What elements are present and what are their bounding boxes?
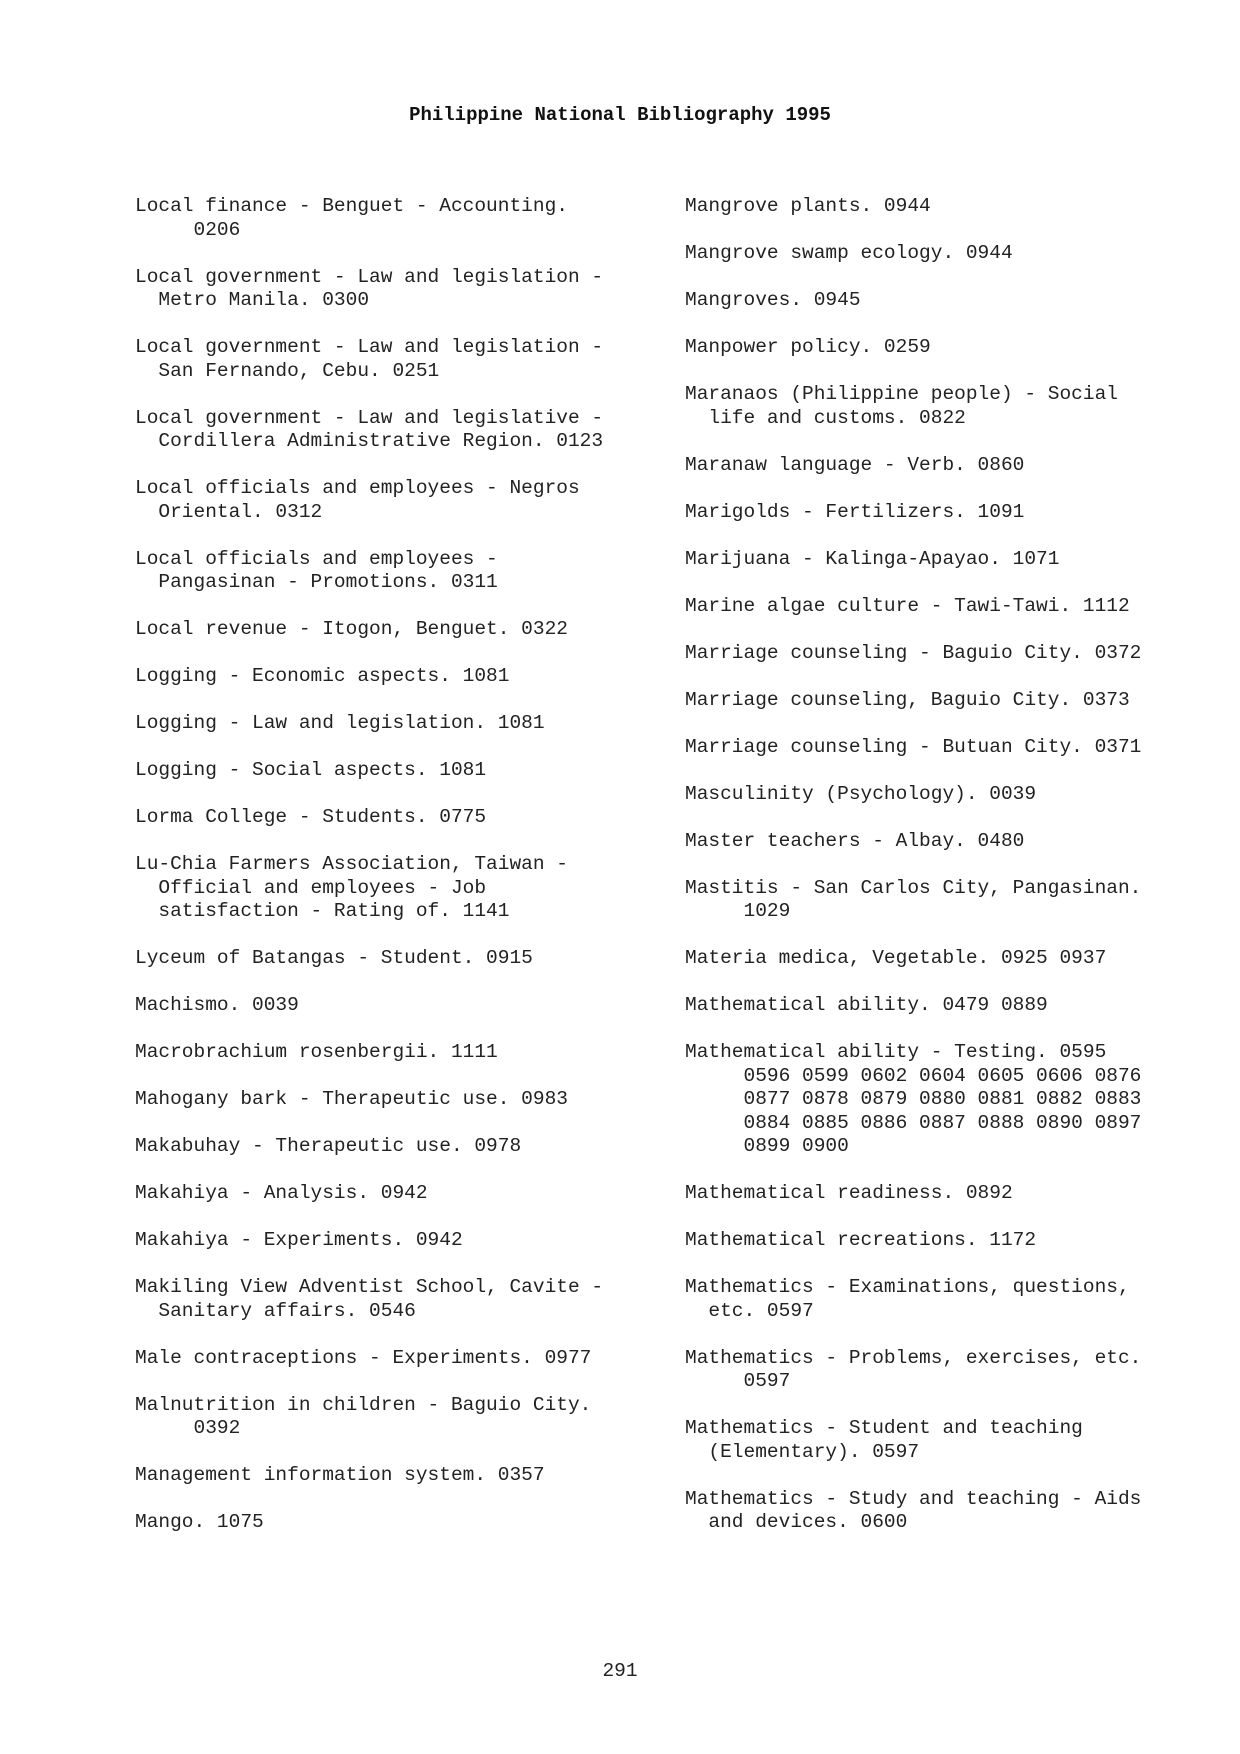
index-entry: Mangroves. 0945	[685, 289, 861, 311]
index-entry: Mathematics - Problems, exercises, etc. 0597	[685, 1346, 1142, 1392]
index-entry: Mangrove plants. 0944	[685, 195, 931, 217]
index-entry: Masculinity (Psychology). 0039	[685, 782, 1037, 805]
index-entry: Marigolds - Fertilizers. 1091	[685, 500, 1025, 523]
index-entry: Management information system. 0357	[135, 1464, 545, 1486]
index-column-right	[685, 195, 1205, 1558]
index-entry: Maranaw language - Verb. 0860	[685, 453, 1025, 476]
index-entry: Marriage counseling - Butuan City. 0371	[685, 735, 1142, 758]
page-number: 291	[602, 1660, 638, 1682]
index-entry: Logging - Social aspects. 1081	[135, 759, 487, 781]
index-entry: Mathematical ability. 0479 0889	[685, 994, 1048, 1016]
index-entry: Mathematical recreations. 1172	[685, 1229, 1037, 1251]
index-entry: Marine algae culture - Tawi-Tawi. 1112	[685, 594, 1130, 617]
index-entry: Mangrove swamp ecology. 0944	[685, 242, 1013, 264]
index-entry: Mathematics - Study and teaching - Aids and devices. 0600	[685, 1487, 1142, 1533]
index-entry: Mahogany bark - Therapeutic use. 0983	[135, 1088, 568, 1110]
index-entry: Manpower policy. 0259	[685, 336, 931, 358]
index-entry: Maranaos (Philippine people) - Social life and customs. 0822	[685, 383, 1118, 429]
index-entry: Marriage counseling - Baguio City. 0372	[685, 641, 1142, 664]
index-entry: Local revenue - Itogon, Benguet. 0322	[135, 618, 568, 640]
index-entry: Makahiya - Experiments. 0942	[135, 1229, 463, 1251]
index-entry: Mastitis - San Carlos City, Pangasinan. 1029	[685, 876, 1142, 922]
index-entry: Mathematical readiness. 0892	[685, 1182, 1013, 1204]
index-entry: Makahiya - Analysis. 0942	[135, 1182, 428, 1204]
index-entry: Local government - Law and legislation - Metro Manila. 0300	[135, 265, 604, 311]
index-entry: Lyceum of Batangas - Student. 0915	[135, 947, 533, 969]
index-entry: Malnutrition in children - Baguio City. 0392	[135, 1393, 592, 1439]
index-entry: Makabuhay - Therapeutic use. 0978	[135, 1135, 522, 1157]
index-entry: Materia medica, Vegetable. 0925 0937	[685, 947, 1107, 969]
index-entry: Makiling View Adventist School, Cavite - Sanitary affairs. 0546	[135, 1276, 604, 1322]
index-entry: Mathematics - Examinations, questions, etc. 0597	[685, 1276, 1130, 1322]
index-entry: Logging - Economic aspects. 1081	[135, 665, 510, 687]
index-entry: Local officials and employees - Negros Oriental. 0312	[135, 477, 580, 523]
index-entry: Mathematics - Student and teaching (Elementary). 0597	[685, 1417, 1083, 1463]
index-entry: Lorma College - Students. 0775	[135, 806, 487, 828]
index-entry: Mango. 1075	[135, 1511, 264, 1533]
index-column-left	[135, 195, 655, 1558]
index-entry: Machismo. 0039	[135, 994, 299, 1016]
index-entry: Local officials and employees - Pangasinan - Promotions. 0311	[135, 547, 498, 593]
index-entry: Male contraceptions - Experiments. 0977	[135, 1346, 592, 1369]
index-entry: Marijuana - Kalinga-Apayao. 1071	[685, 547, 1060, 570]
index-entry: Local government - Law and legislation - San Fernando, Cebu. 0251	[135, 336, 604, 382]
index-entry: Mathematical ability - Testing. 0595 0596 0599 0602 0604 0605 0606 0876 0877 0878 0879 0880 0881 0882 0883 0884 0885 0886 0887 0888 0890 0897 0899 0900	[685, 1041, 1142, 1157]
index-entry: Local government - Law and legislative - Cordillera Administrative Region. 0123	[135, 406, 604, 452]
index-entry: Macrobrachium rosenbergii. 1111	[135, 1041, 498, 1063]
index-entry: Local finance - Benguet - Accounting. 0206	[135, 195, 568, 241]
index-entry: Marriage counseling, Baguio City. 0373	[685, 688, 1130, 711]
index-entry: Lu-Chia Farmers Association, Taiwan - Official and employees - Job satisfaction - Rating of. 1141	[135, 853, 568, 922]
index-entry: Master teachers - Albay. 0480	[685, 829, 1025, 852]
page-title: Philippine National Bibliography 1995	[409, 104, 831, 126]
index-entry: Logging - Law and legislation. 1081	[135, 712, 545, 734]
